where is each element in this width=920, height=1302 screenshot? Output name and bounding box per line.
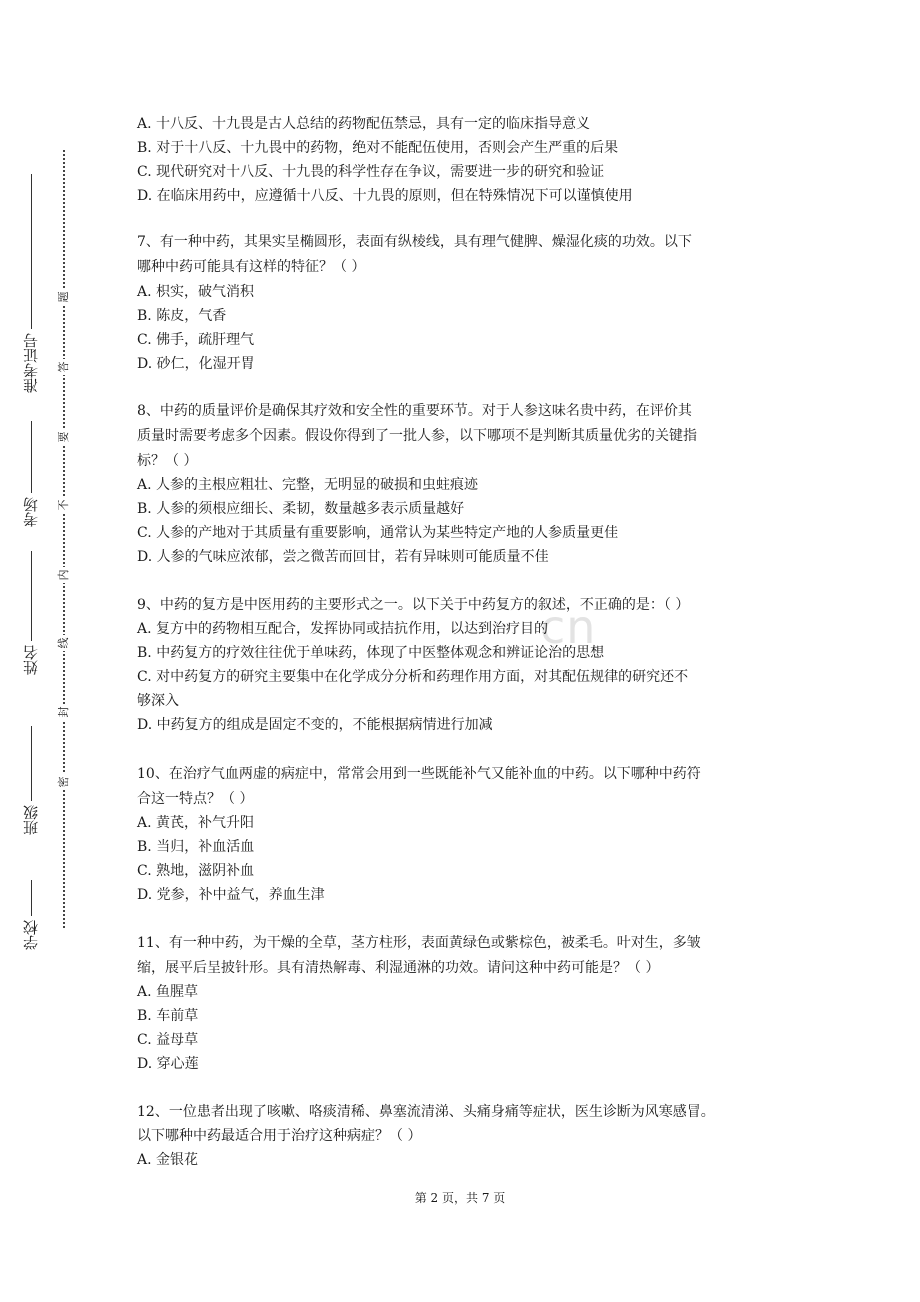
ticket-number-blank (30, 174, 32, 329)
q12-stem: 12、一位患者出现了咳嗽、咯痰清稀、鼻塞流清涕、头痛身痛等症状，医生诊断为风寒感冒。 (137, 1104, 715, 1120)
q11-option-d: D. 穿心莲 (137, 1056, 199, 1072)
q8-stem: 8、中药的质量评价是确保其疗效和安全性的重要环节。对于人参这味名贵中药，在评价其 (137, 403, 692, 419)
school-label-text: 学校 (22, 920, 40, 950)
q11-stem: 缩，展平后呈披针形。具有清热解毒、利湿通淋的功效。请问这种中药可能是？（ ） (137, 960, 660, 976)
q11-stem: 11、有一种中药，为干燥的全草，茎方柱形，表面黄绿色或紫棕色，被柔毛。叶对生，多皱 (137, 935, 701, 951)
q12-option-a: A. 金银花 (137, 1152, 199, 1168)
q6-option-a: A. 十八反、十九畏是古人总结的药物配伍禁忌，具有一定的临床指导意义 (137, 116, 591, 132)
q7-stem: 7、有一种中药，其果实呈椭圆形，表面有纵棱线，具有理气健脾、燥湿化痰的功效。以下 (137, 234, 692, 250)
ticket-number-label (20, 158, 42, 393)
seal-char: 封 (57, 704, 71, 720)
q10-option-c: C. 熟地，滋阴补血 (137, 863, 255, 879)
page-number: 第 2 页，共 7 页 (414, 1191, 506, 1205)
q8-option-a: A. 人参的主根应粗壮、完整，无明显的破损和虫蛀痕迹 (137, 477, 479, 493)
q6-option-d: D. 在临床用药中，应遵循十八反、十九畏的原则，但在特殊情况下可以谨慎使用 (137, 188, 633, 204)
q8-stem: 标？（ ） (137, 453, 198, 469)
q9-option-b: B. 中药复方的疗效往往优于单味药，体现了中医整体观念和辨证论治的思想 (137, 645, 605, 661)
q7-option-d: D. 砂仁，化湿开胃 (137, 356, 255, 372)
q8-stem: 质量时需要考虑多个因素。假设你得到了一批人参，以下哪项不是判断其质量优劣的关键指 (137, 428, 697, 444)
q7-option-c: C. 佛手，疏肝理气 (137, 332, 255, 348)
seal-char: 不 (57, 497, 71, 513)
q7-stem: 哪种中药可能具有这样的特征？（ ） (137, 259, 366, 275)
q12-stem: 以下哪种中药最适合用于治疗这种病症？（ ） (137, 1128, 422, 1144)
class-label-text: 班级 (22, 805, 40, 835)
q11-option-b: B. 车前草 (137, 1008, 199, 1024)
ticket-number-label-text: 准考证号 (22, 333, 40, 393)
q8-option-b: B. 人参的须根应细长、柔韧，数量越多表示质量越好 (137, 501, 465, 517)
q9-stem: 9、中药的复方是中医用药的主要形式之一。以下关于中药复方的叙述，不正确的是：（ ） (137, 597, 690, 613)
q10-stem: 合这一特点？（ ） (137, 791, 254, 807)
name-label-text: 姓名 (22, 645, 40, 675)
q6-option-c: C. 现代研究对十八反、十九畏的科学性存在争议，需要进一步的研究和验证 (137, 164, 605, 180)
class-blank (30, 726, 32, 801)
q9-option-c: C. 对中药复方的研究主要集中在化学成分分析和药理作用方面，对其配伍规律的研究还不 (137, 669, 689, 685)
q8-option-c: C. 人参的产地对于其质量有重要影响，通常认为某些特定产地的人参质量更佳 (137, 525, 619, 541)
q10-option-b: B. 当归，补血活血 (137, 839, 255, 855)
seal-dotted-line (63, 150, 65, 928)
exam-room-label (20, 415, 42, 527)
seal-char: 要 (57, 429, 71, 445)
q9-option-d: D. 中药复方的组成是固定不变的，不能根据病情进行加减 (137, 717, 493, 733)
q11-option-a: A. 鱼腥草 (137, 984, 199, 1000)
seal-char: 密 (57, 774, 71, 790)
q10-stem: 10、在治疗气血两虚的病症中，常常会用到一些既能补气又能补血的中药。以下哪种中药符 (137, 766, 701, 782)
name-blank (30, 551, 32, 641)
q6-option-b: B. 对于十八反、十九畏中的药物，绝对不能配伍使用，否则会产生严重的后果 (137, 140, 619, 156)
q8-option-d: D. 人参的气味应浓郁，尝之微苦而回甘，若有异味则可能质量不佳 (137, 549, 549, 565)
q7-option-a: A. 枳实，破气消积 (137, 284, 255, 300)
q7-option-b: B. 陈皮，气香 (137, 308, 227, 324)
seal-char: 题 (57, 289, 71, 305)
watermark: cn (540, 600, 597, 654)
school-label (20, 880, 42, 950)
seal-char: 线 (57, 635, 71, 651)
seal-char: 答 (57, 359, 71, 375)
q10-option-a: A. 黄芪，补气升阳 (137, 815, 255, 831)
q11-option-c: C. 益母草 (137, 1032, 199, 1048)
class-label (20, 720, 42, 835)
q9-option-a: A. 复方中的药物相互配合，发挥协同或拮抗作用，以达到治疗目的 (137, 621, 549, 637)
seal-char: 内 (57, 567, 71, 583)
exam-room-label-text: 考场 (22, 497, 40, 527)
q9-option-c: 够深入 (137, 693, 179, 709)
name-label (20, 545, 42, 675)
q10-option-d: D. 党参，补中益气，养血生津 (137, 887, 325, 903)
school-blank (30, 880, 32, 916)
exam-room-blank (30, 421, 32, 493)
